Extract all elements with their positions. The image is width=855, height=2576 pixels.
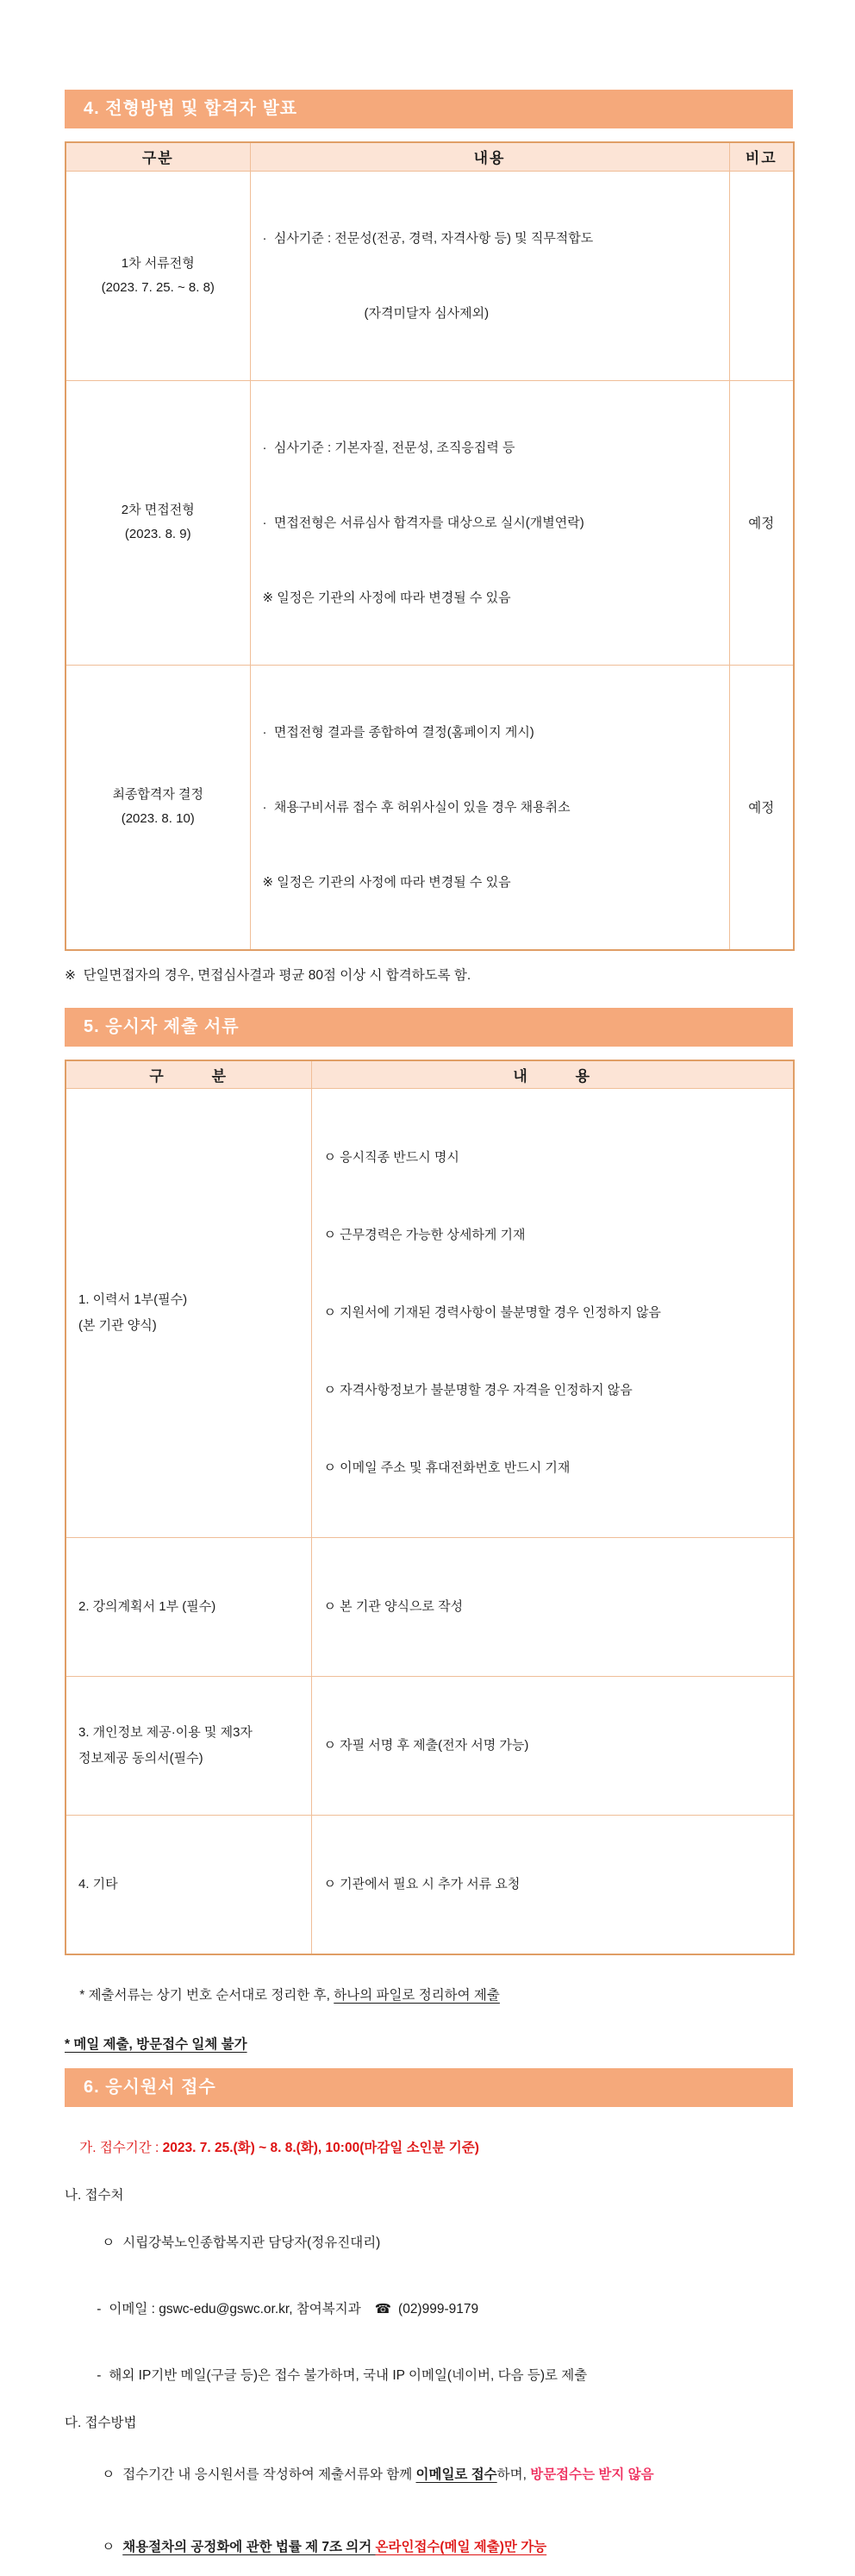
content-line: ㅇ 응시직종 반드시 명시: [323, 1150, 459, 1165]
table-header-row: [66, 142, 794, 171]
application-email-item: [65, 2281, 793, 2338]
period-value: 2023. 7. 25.(화) ~ 8. 8.(화), 10:00(마감일 소인분 기준): [162, 2141, 479, 2155]
application-period-line: [65, 2120, 793, 2177]
circle-bullet: ㅇ: [102, 2467, 115, 2482]
application-place-label: 나. 접수처: [65, 2188, 124, 2203]
category-line: (2023. 8. 10): [121, 811, 195, 826]
row-category: [66, 380, 250, 665]
content-line: · 면접전형은 서류심사 합격자를 대상으로 실시(개별연락): [262, 515, 584, 530]
column-header-note: 비고: [729, 142, 794, 171]
row-content: [311, 1089, 794, 1538]
dash-bullet: -: [97, 2302, 102, 2317]
category-line: 2차 면접전형: [121, 503, 195, 517]
content-line: · 면접전형 결과를 종합하여 결정(홈페이지 게시): [262, 724, 534, 740]
content-line: ※ 일정은 기관의 사정에 따라 변경될 수 있음: [262, 874, 511, 890]
table-row: [66, 1677, 794, 1816]
circle-bullet: ㅇ: [102, 2235, 115, 2250]
section4-header: [65, 90, 793, 128]
section6-title: 6. 응시원서 접수: [84, 2078, 216, 2097]
content-line: ㅇ 이메일 주소 및 휴대전화번호 반드시 기재: [323, 1460, 571, 1475]
content-line: (자격미달자 심사제외): [364, 305, 490, 321]
category-line: (본 기관 양식): [78, 1318, 157, 1333]
circle-bullet: ㅇ: [102, 2540, 115, 2554]
content-line: ㅇ 지원서에 기재된 경력사항이 불분명할 경우 인정하지 않음: [323, 1305, 661, 1320]
application-method-label: 다. 접수방법: [65, 2416, 137, 2430]
content-line: · 채용구비서류 접수 후 허위사실이 있을 경우 채용취소: [262, 799, 571, 815]
dash-bullet: -: [97, 2368, 102, 2383]
table-row: [66, 380, 794, 665]
row-content: [311, 1816, 794, 1955]
section5-header: [65, 1008, 793, 1047]
application-ip-note-item: [65, 2348, 793, 2404]
content-line: · 심사기준 : 기본자질, 전문성, 조직응집력 등: [262, 440, 515, 455]
law-emphasis: 채용절차의 공정화에 관한 법률 제 7조 의거: [122, 2540, 376, 2554]
table-row: [66, 1538, 794, 1677]
table-header-row: [66, 1060, 794, 1089]
row-content: [311, 1677, 794, 1816]
table-row: [66, 1089, 794, 1538]
place-text: 시립강북노인종합복지관 담당자(정유진대리): [122, 2235, 381, 2250]
email-text: 이메일 : gswc-edu@gswc.or.kr, 참여복지과: [109, 2302, 361, 2317]
row-note: [729, 171, 794, 380]
column-header-content: 내용: [250, 142, 729, 171]
content-line: ㅇ 기관에서 필요 시 추가 서류 요청: [323, 1877, 521, 1891]
phone-icon: ☎: [374, 2302, 392, 2317]
content-line: ※ 일정은 기관의 사정에 따라 변경될 수 있음: [262, 590, 511, 605]
application-method-line-2: [65, 2519, 793, 2576]
method-text: 접수기간 내 응시원서를 작성하여 제출서류와 함께: [122, 2467, 416, 2482]
category-line: 4. 기타: [78, 1877, 118, 1891]
section5-footnote-1: [65, 1967, 793, 2024]
content-line: ㅇ 본 기관 양식으로 작성: [323, 1599, 464, 1614]
method-emphasis: 이메일로 접수: [415, 2467, 497, 2482]
table-row: [66, 665, 794, 950]
row-category: [66, 1538, 311, 1677]
category-line: (2023. 8. 9): [124, 527, 191, 541]
submission-documents-table: [65, 1060, 795, 1956]
content-line: ㅇ 자격사항정보가 불분명할 경우 자격을 인정하지 않음: [323, 1383, 633, 1397]
row-note: 예정: [729, 380, 794, 665]
category-line: 2. 강의계획서 1부 (필수): [78, 1599, 216, 1614]
footnote-text: * 제출서류는 상기 번호 순서대로 정리한 후,: [79, 1988, 334, 2003]
content-line: · 심사기준 : 전문성(전공, 경력, 자격사항 등) 및 직무적합도: [262, 230, 594, 246]
row-category: [66, 1677, 311, 1816]
content-line: ㅇ 자필 서명 후 제출(전자 서명 가능): [323, 1738, 529, 1753]
table-row: [66, 171, 794, 380]
category-line: 3. 개인정보 제공·이용 및 제3자: [78, 1725, 253, 1740]
column-header-category: 구 분: [66, 1060, 311, 1089]
row-note: 예정: [729, 665, 794, 950]
section6-header: [65, 2068, 793, 2107]
selection-process-table: [65, 141, 795, 951]
row-content: [250, 171, 729, 380]
section5-title: 5. 응시자 제출 서류: [84, 1016, 240, 1036]
row-category: [66, 665, 250, 950]
phone-number: (02)999-9179: [398, 2302, 479, 2317]
ip-note-text: 해외 IP기반 메일(구글 등)은 접수 불가하며, 국내 IP 이메일(네이버, 다음 등)로 제출: [109, 2368, 588, 2383]
row-category: [66, 1816, 311, 1955]
section4-footnote: ※ 단일면접자의 경우, 면접심사결과 평균 80점 이상 시 합격하도록 함.: [65, 967, 471, 983]
section4-title: 4. 전형방법 및 합격자 발표: [84, 99, 298, 118]
category-line: (2023. 7. 25. ~ 8. 8): [101, 279, 215, 295]
category-line: 1차 서류전형: [121, 255, 195, 271]
application-place-item: [65, 2215, 793, 2272]
method-text: 하며,: [496, 2467, 531, 2482]
column-header-category: 구분: [66, 142, 250, 171]
content-line: ㅇ 근무경력은 가능한 상세하게 기재: [323, 1228, 526, 1242]
category-line: 1. 이력서 1부(필수): [78, 1292, 188, 1307]
no-visit-highlight: 방문접수는 받지 않음: [530, 2467, 654, 2482]
column-header-content: 내 용: [311, 1060, 794, 1089]
row-content: [250, 665, 729, 950]
category-line: 최종합격자 결정: [112, 787, 204, 802]
row-category: [66, 171, 250, 380]
row-content: [311, 1538, 794, 1677]
row-content: [250, 380, 729, 665]
application-method-line-1: [65, 2447, 793, 2504]
footnote-underlined-text: 하나의 파일로 정리하여 제출: [334, 1988, 500, 2003]
online-only-highlight: 온라인접수(메일 제출)만 가능: [375, 2540, 547, 2554]
row-category: [66, 1089, 311, 1538]
section5-footnote-2: * 메일 제출, 방문접수 일체 불가: [65, 2037, 247, 2052]
table-row: [66, 1816, 794, 1955]
period-label: 가. 접수기간 :: [79, 2141, 163, 2155]
category-line: 정보제공 동의서(필수): [78, 1751, 203, 1766]
